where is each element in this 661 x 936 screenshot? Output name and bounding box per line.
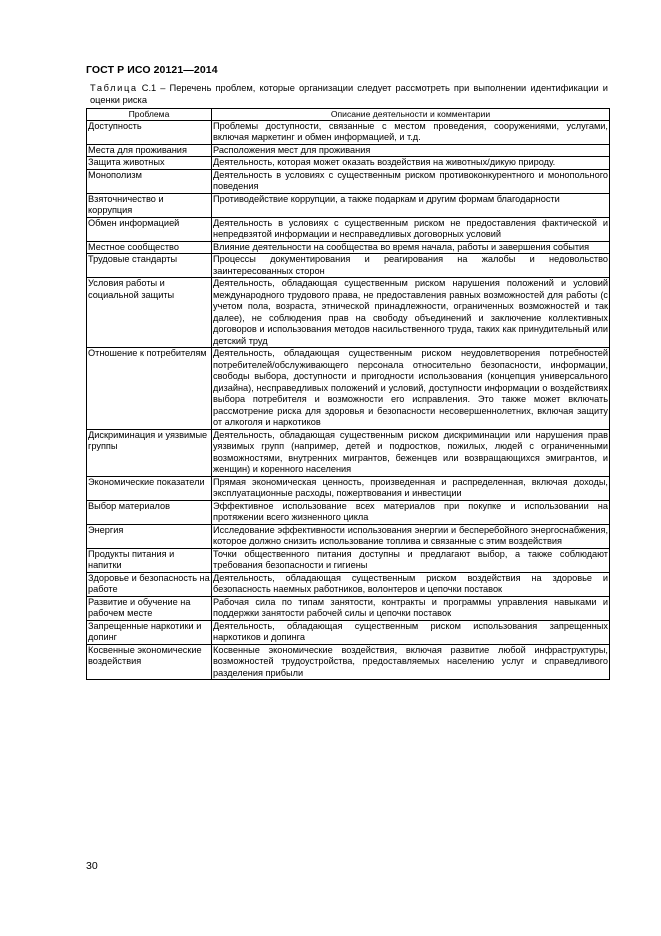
- column-header-problem: Проблема: [87, 109, 212, 121]
- problem-cell: Выбор материалов: [87, 500, 212, 524]
- description-cell: Точки общественного питания доступны и предлагают выбор, а также соблюдают требования безопасности и гигиены: [213, 548, 608, 570]
- table-row: [87, 644, 610, 680]
- table-row: [87, 144, 610, 157]
- table-row: [87, 548, 610, 572]
- problem-cell: Дискриминация и уязвимые группы: [87, 429, 212, 476]
- problem-cell: Отношение к потребителям: [87, 348, 212, 430]
- problem-cell: Обмен информацией: [87, 217, 212, 241]
- table-row: [87, 278, 610, 348]
- problem-cell: Монополизм: [87, 169, 212, 193]
- problem-cell: Запрещенные наркотики и допинг: [87, 620, 212, 644]
- description-cell: Эффективное использование всех материалов при покупке и использовании на протяжении всего жизненного цикла: [213, 500, 608, 522]
- table-row: [87, 620, 610, 644]
- description-cell: Деятельность в условиях с существенным риском не предоставления фактической и непредвзятой информации и несправедливых договорных условий: [213, 217, 608, 239]
- description-cell: Прямая экономическая ценность, произведенная и распределенная, включая доходы, эксплуатационные расходы, пожертвования и инвестиции: [213, 476, 608, 498]
- description-cell: Исследование эффективности использования энергии и бесперебойного энергоснабжения, которое должно снизить использование топлива и связанные с этим воздействия: [213, 524, 608, 546]
- caption-dash: –: [160, 83, 166, 93]
- problem-cell: Условия работы и социальной защиты: [87, 278, 212, 348]
- problem-cell: Продукты питания и напитки: [87, 548, 212, 572]
- issues-table: [86, 108, 610, 680]
- description-cell: Косвенные экономические воздействия, включая развитие любой инфраструктуры, возможностей трудоустройства, предоставляемых населению услуг и справедливого разделения прибыли: [213, 644, 608, 678]
- standard-header: ГОСТ Р ИСО 20121—2014: [86, 64, 218, 76]
- table-row: [87, 169, 610, 193]
- table-row: [87, 429, 610, 476]
- table-row: [87, 254, 610, 278]
- description-cell: Расположения мест для проживания: [212, 144, 610, 157]
- description-cell: Деятельность, обладающая существенным риском неудовлетворения потребностей потребителей/обслуживающего персонала относительно безопасности, информации, свободы выбора, доступности и пригодности использования (концепция универсального дизайна), несправедливых положений и условий, доступности информации о воздействиях выбора потребителя и возможности его исправления. Это также может включать рассмотрение риска для здоровья и безопасности несовершеннолетних, включая защиту от алкоголя и наркотиков: [213, 348, 608, 427]
- table-row: [87, 120, 610, 144]
- table-caption: [90, 83, 608, 107]
- column-header-description: Описание деятельности и комментарии: [212, 109, 610, 121]
- description-cell: Рабочая сила по типам занятости, контракты и программы управления навыками и поддержки занятости рабочей силы и цепочки поставок: [213, 596, 608, 618]
- table-row: [87, 348, 610, 430]
- table-row: [87, 476, 610, 500]
- table-row: [87, 572, 610, 596]
- problem-cell: Энергия: [87, 524, 212, 548]
- table-row: [87, 157, 610, 170]
- problem-cell: Защита животных: [87, 157, 212, 170]
- table-row: [87, 524, 610, 548]
- table-row: [87, 193, 610, 217]
- table-row: [87, 500, 610, 524]
- description-cell: Противодействие коррупции, а также подаркам и другим формам благодарности: [212, 193, 610, 217]
- problem-cell: Косвенные экономические воздействия: [87, 644, 212, 680]
- description-cell: Деятельность, обладающая существенным риском использования запрещенных наркотиков и допинга: [213, 620, 608, 642]
- description-cell: Деятельность в условиях с существенным риском противоконкурентного и монопольного поведения: [213, 169, 608, 191]
- description-cell: Деятельность, которая может оказать воздействия на животных/дикую природу.: [212, 157, 610, 170]
- description-cell: Проблемы доступности, связанные с местом проведения, сооружениями, услугами, включая маркетинг и обмен информацией, и т.д.: [213, 120, 608, 142]
- page-number: 30: [86, 860, 98, 872]
- description-cell: Процессы документирования и реагирования на жалобы и недовольство заинтересованных сторон: [213, 254, 608, 276]
- problem-cell: Местное сообщество: [87, 241, 212, 254]
- table-row: [87, 241, 610, 254]
- caption-number: С.1: [141, 83, 157, 93]
- description-cell: Деятельность, обладающая существенным риском дискриминации или нарушения прав уязвимых групп (например, детей и подростков, пожилых, людей с ограниченными возможностями, внутренних мигрантов, беженцев или возвращающихся эмигрантов, и женщин) и коренного населения: [213, 429, 608, 474]
- problem-cell: Экономические показатели: [87, 476, 212, 500]
- problem-cell: Развитие и обучение на рабочем месте: [87, 596, 212, 620]
- caption-text: Перечень проблем, которые организации следует рассмотреть при выполнении идентификации и оценки риска: [90, 83, 608, 105]
- description-cell: Деятельность, обладающая существенным риском нарушения положений и условий международного трудового права, не предоставления равных возможностей для работы (с учетом пола, возраста, этнической принадлежности, ограниченных возможностей и так далее), не соблюдения прав на свободу объединений и заключение коллективных договоров и использования методов насильственного труда, таких как принудительный или детский труд: [213, 278, 608, 346]
- problem-cell: Места для проживания: [87, 144, 212, 157]
- problem-cell: Взяточничество и коррупция: [87, 193, 212, 217]
- caption-label: Таблица: [90, 83, 138, 93]
- table-body: [87, 120, 610, 680]
- problem-cell: Доступность: [87, 120, 212, 144]
- table-header-row: [87, 109, 610, 121]
- table-row: [87, 217, 610, 241]
- table-row: [87, 596, 610, 620]
- description-cell: Влияние деятельности на сообщества во время начала, работы и завершения события: [212, 241, 610, 254]
- problem-cell: Здоровье и безопасность на работе: [88, 572, 210, 594]
- problem-cell: Трудовые стандарты: [87, 254, 212, 278]
- description-cell: Деятельность, обладающая существенным риском воздействия на здоровье и безопасность наемных работников, волонтеров и цепочки поставок: [213, 572, 608, 594]
